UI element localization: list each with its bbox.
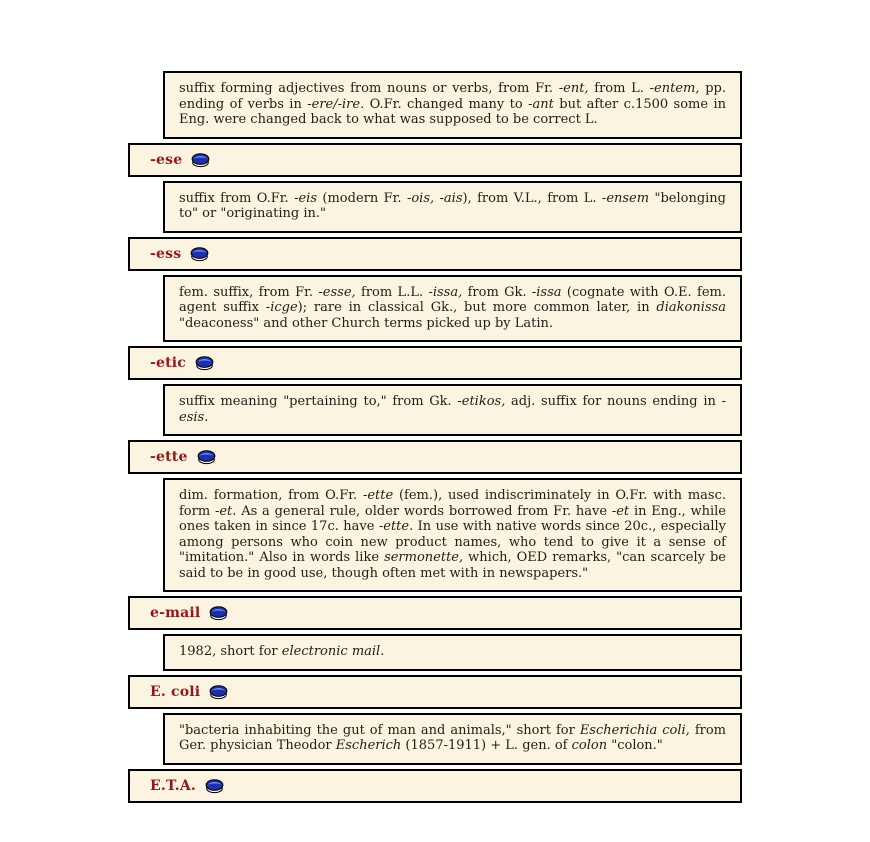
book-icon[interactable]: [190, 246, 209, 262]
entry-body: dim. formation, from O.Fr. -ette (fem.), used indiscriminately in O.Fr. with masc. form -et. As a general rule, older words borrowed from Fr. have -et in Eng., while ones taken in since 17c. have -ette. In use with native words since 20c., especially among persons who coin new product names, who tend to give it a sense of "imitation." Also in words like sermonette, which, OED remarks, "can scarcely be said to be in good use, though often met with in newspapers.": [163, 478, 742, 592]
book-icon[interactable]: [205, 778, 224, 794]
entry-body: suffix from O.Fr. -eis (modern Fr. -ois, -ais), from V.L., from L. -ensem "belonging to" or "originating in.": [163, 181, 742, 233]
entry-header-ette: [128, 440, 742, 474]
entry-term[interactable]: -etic: [150, 355, 187, 371]
entry-body: suffix forming adjectives from nouns or verbs, from Fr. -ent, from L. -entem, pp. ending of verbs in -ere/-ire. O.Fr. changed many to -ant but after c.1500 some in Eng. were changed back to what was supposed to be correct L.: [163, 71, 742, 139]
book-icon[interactable]: [195, 355, 214, 371]
entry-term[interactable]: e-mail: [150, 605, 201, 621]
book-icon[interactable]: [191, 152, 210, 168]
entry-body: fem. suffix, from Fr. -esse, from L.L. -issa, from Gk. -issa (cognate with O.E. fem. agent suffix -icge); rare in classical Gk., but more common later, in diakonissa "deaconess" and other Church terms picked up by Latin.: [163, 275, 742, 343]
entry-header-ess: [128, 237, 742, 271]
entry-body: suffix meaning "pertaining to," from Gk. -etikos, adj. suffix for nouns ending in -esis.: [163, 384, 742, 436]
entry-term[interactable]: -ese: [150, 151, 183, 168]
book-icon[interactable]: [209, 684, 228, 700]
entry-header-eta: [128, 769, 742, 803]
book-icon[interactable]: [209, 605, 228, 621]
entry-body: 1982, short for electronic mail.: [163, 634, 742, 671]
entry-term[interactable]: E.T.A.: [150, 777, 196, 794]
entry-term[interactable]: E. coli: [150, 683, 201, 700]
entry-body: "bacteria inhabiting the gut of man and animals," short for Escherichia coli, from Ger. physician Theodor Escherich (1857-1911) + L. gen. of colon "colon.": [163, 713, 742, 765]
entry-header-ese: [128, 143, 742, 177]
dictionary-page: [128, 67, 746, 803]
entry-header-e-coli: [128, 675, 742, 709]
entry-term[interactable]: -ette: [150, 449, 188, 465]
book-icon[interactable]: [197, 449, 216, 465]
entry-header-etic: [128, 346, 742, 380]
entry-term[interactable]: -ess: [150, 245, 182, 262]
entry-header-e-mail: [128, 596, 742, 630]
